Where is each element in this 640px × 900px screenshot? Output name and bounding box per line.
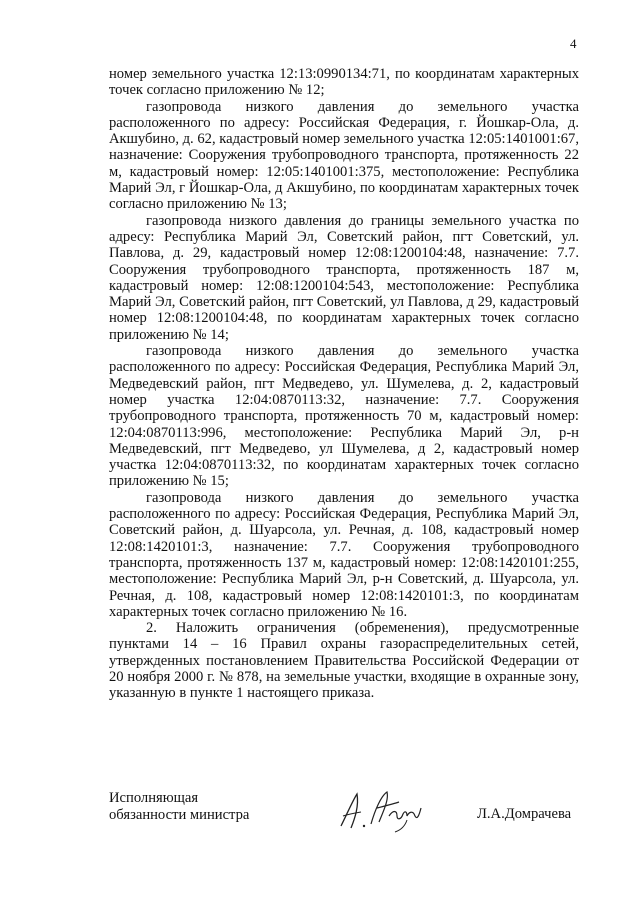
paragraph-4: газопровода низкого давления до земельного участка расположенного по адресу: Российская Федерация, Республика Марий Эл, Медведевский район, пгт Медведево, ул. Шумелева, д. 2, кадастровый номер участка 12:04:0870113:32, назначение: 7.7. Сооружения трубопроводного транспорта, протяженность 70 м, кадастровый номер: 12:04:0870113:996, местоположение: Республика Марий Эл, р-н Медведевский, пгт Медведево, ул Шумелева, д 2, кадастровый номер участка 12:04:0870113:32, по координатам характерных точек согласно приложению № 15;: [109, 343, 579, 490]
handwritten-signature: [333, 786, 428, 834]
paragraph-6: 2. Наложить ограничения (обременения), предусмотренные пунктами 14 – 16 Правил охраны газораспределительных сетей, утвержденных постановлением Правительства Российской Федерации от 20 ноября 2000 г. № 878, на земельные участки, входящие в охранные зону, указанную в пункте 1 настоящего приказа.: [109, 620, 579, 702]
page-number: 4: [570, 36, 577, 51]
signatory-name: Л.А.Домрачева: [477, 806, 572, 822]
document-body: [109, 66, 579, 702]
signatory-title: [109, 790, 249, 824]
paragraph-1: номер земельного участка 12:13:0990134:71, по координатам характерных точек согласно приложению № 12;: [109, 66, 579, 99]
paragraph-3: газопровода низкого давления до границы земельного участка по адресу: Республика Марий Эл, Советский район, пгт Советский, ул. Павлова, д. 29, кадастровый номер 12:08:1200104:48, назначение: 7.7. Сооружения трубопроводного транспорта, протяженность 187 м, кадастровый номер: 12:08:1200104:543, местоположение: Республика Марий Эл, Советский район, пгт Советский, ул Павлова, д 29, кадастровый номер 12:08:1200104:48, по координатам характерных точек согласно приложению № 14;: [109, 212, 579, 343]
paragraph-5: газопровода низкого давления до земельного участка расположенного по адресу: Российская Федерация, Республика Марий Эл, Советский район, д. Шуарсола, ул. Речная, д. 108, кадастровый номер 12:08:1420101:3, назначение: 7.7. Сооружения трубопроводного транспорта, протяженность 137 м, кадастровый номер: 12:08:1420101:255, местоположение: Республика Марий Эл, р-н Советский, д. Шуарсола, ул. Речная, д. 108, кадастровый номер 12:08:1420101:3, по координатам характерных точек согласно приложению № 16.: [109, 489, 579, 620]
paragraph-2: газопровода низкого давления до земельного участка расположенного по адресу: Российская Федерация, г. Йошкар-Ола, д. Акшубино, д. 62, кадастровый номер земельного участка 12:05:1401001:67, назначение: Сооружения трубопроводного транспорта, протяженность 22 м, кадастровый номер: 12:05:1401001:375, местоположение: Республика Марий Эл, г Йошкар-Ола, д Акшубино, по координатам характерных точек согласно приложению № 13;: [109, 98, 579, 213]
signatory-title-line-2: обязанности министра: [109, 807, 250, 823]
signatory-title-line-1: Исполняющая: [109, 790, 199, 806]
